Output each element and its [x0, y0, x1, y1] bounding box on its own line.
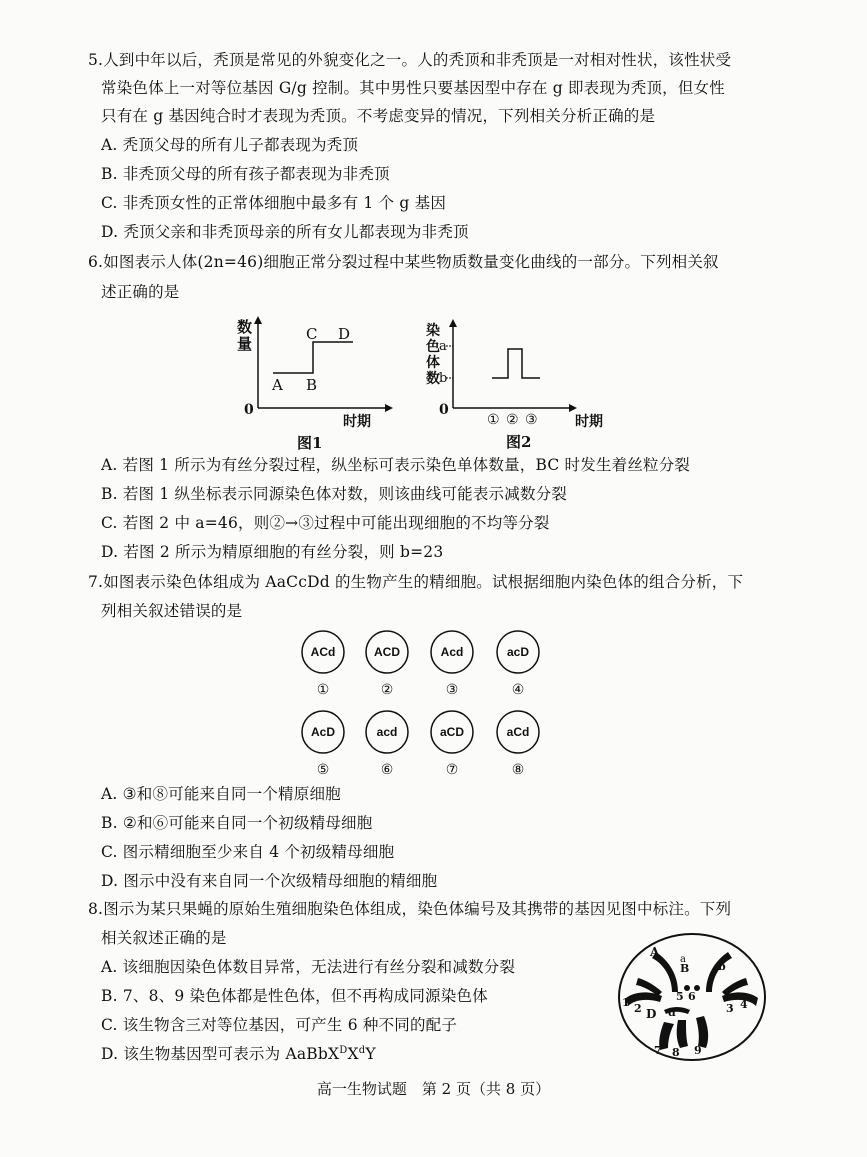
cell-7-number: ⑦ [445, 762, 459, 778]
fig1-x-axis-arrow [385, 404, 393, 412]
cell-8 [497, 711, 539, 778]
q7-option-c: C. 图示精细胞至少来自 4 个初级精母细胞 [101, 843, 395, 861]
q7-option-b: B. ②和⑥可能来自同一个初级精母细胞 [101, 814, 373, 832]
gene-label-a: a [680, 954, 686, 965]
q6-figure-2 [420, 315, 610, 457]
cell-4-number: ④ [511, 682, 525, 698]
fig1-ylabel-char-1: 数 [237, 318, 253, 336]
q8-option-d-mid: X [347, 1045, 359, 1063]
fig2-tick-3: ③ [525, 412, 538, 428]
q8-option-b: B. 7、8、9 染色体都是性色体，但不再构成同源染色体 [101, 987, 488, 1005]
cell-5-genes: AcD [310, 725, 336, 739]
cell-4 [497, 631, 539, 698]
fig2-caption: 图2 [506, 433, 532, 451]
q5-option-b: B. 非秃顶父母的所有孩子都表现为非秃顶 [101, 165, 390, 183]
cell-2-number: ② [380, 682, 394, 698]
fig2-ylabel-char-2: 色 [426, 339, 440, 355]
fig1-point-d: D [338, 325, 351, 343]
chromosome-number-7: 7 [654, 1044, 662, 1057]
q7-option-d: D. 图示中没有来自同一个次级精母细胞的精细胞 [101, 872, 438, 890]
fig1-xlabel: 时期 [343, 414, 371, 430]
q8-option-d [101, 1042, 376, 1064]
cell-6-genes: acd [376, 725, 398, 739]
cell-3-genes: Acd [440, 645, 464, 659]
cell-6-number: ⑥ [380, 762, 394, 778]
cell-8-number: ⑧ [511, 762, 525, 778]
chromosome-number-6: 6 [688, 990, 696, 1003]
cell-3-number: ③ [445, 682, 459, 698]
chromosome-8 [677, 1020, 688, 1048]
fig2-ylabel-char-3: 体 [426, 355, 440, 371]
fig1-ylabel-char-2: 量 [237, 335, 253, 353]
cell-5-number: ⑤ [316, 762, 330, 778]
page-footer: 高一生物试题 第 2 页（共 8 页） [316, 1080, 551, 1098]
fig1-y-axis-arrow [254, 316, 262, 324]
cell-7 [431, 711, 473, 778]
q8-option-d-end: Y [365, 1045, 376, 1063]
chromosome-number-1: 1 [622, 996, 630, 1009]
gene-label-A: A [650, 945, 660, 959]
fig1-curve [273, 342, 353, 373]
cell-1-number: ① [316, 682, 330, 698]
fig2-ylabel-char-4: 数 [426, 371, 440, 387]
fig1-caption: 图1 [297, 434, 323, 452]
cell-1-genes: ACd [310, 645, 336, 659]
fig1-point-a: A [272, 376, 283, 394]
q7-stem-line-2: 列相关叙述错误的是 [101, 602, 243, 620]
q8-option-c: C. 该生物含三对等位基因，可产生 6 种不同的配子 [101, 1016, 458, 1034]
q5-option-a: A. 秃顶父母的所有儿子都表现为秃顶 [101, 136, 359, 154]
gene-label-D: D [646, 1007, 657, 1021]
q6-stem-line-1: 6.如图表示人体(2n=46)细胞正常分裂过程中某些物质数量变化曲线的一部分。下列相关叙 [88, 253, 719, 271]
gene-label-d: d [668, 1006, 676, 1019]
fig2-tick-b: b [439, 371, 448, 386]
q6-stem-line-2: 述正确的是 [101, 283, 180, 301]
q8-option-d-sup-1: D [339, 1044, 348, 1056]
q7-stem-line-1: 7.如图表示染色体组成为 AaCcDd 的生物产生的精细胞。试根据细胞内染色体的组合分析，下 [88, 573, 744, 591]
chromosome-number-8: 8 [672, 1046, 680, 1059]
chromosome-number-9: 9 [694, 1044, 702, 1057]
q5-option-c: C. 非秃顶女性的正常体细胞中最多有 1 个 g 基因 [101, 194, 447, 212]
fig2-curve [492, 349, 540, 378]
chromosome-number-4: 4 [740, 998, 748, 1011]
fig2-tick-a: a [439, 339, 447, 354]
q7-sperm-cells-figure [290, 625, 550, 780]
fig2-ylabel-char-1: 染 [426, 323, 440, 339]
chromosome-number-5: 5 [676, 990, 684, 1003]
fig2-xlabel: 时期 [575, 414, 603, 430]
chromosome-number-2: 2 [634, 1002, 642, 1015]
gene-label-B: B [680, 962, 690, 975]
fig1-point-b: B [306, 376, 318, 394]
q5-stem-line-3: 只有在 g 基因纯合时才表现为秃顶。不考虑变异的情况，下列相关分析正确的是 [101, 107, 656, 125]
cell-3 [431, 631, 473, 698]
q5-option-d: D. 秃顶父亲和非秃顶母亲的所有女儿都表现为非秃顶 [101, 223, 469, 241]
q5-stem-line-2: 常染色体上一对等位基因 G/g 控制。其中男性只要基因型中存在 g 即表现为秃顶，但女性 [101, 79, 725, 97]
chromosome-left-3 [626, 992, 662, 1006]
fig2-origin: 0 [439, 402, 449, 418]
q8-fruitfly-cell-figure [612, 930, 772, 1065]
fig2-tick-1: ① [487, 412, 500, 428]
cell-6 [366, 711, 408, 778]
q8-option-a: A. 该细胞因染色体数目异常，无法进行有丝分裂和减数分裂 [101, 958, 516, 976]
q6-option-a: A. 若图 1 所示为有丝分裂过程，纵坐标可表示染色单体数量，BC 时发生着丝粒分裂 [101, 456, 691, 474]
q8-stem-line-1: 8.图示为某只果蝇的原始生殖细胞染色体组成，染色体编号及其携带的基因见图中标注。下列 [88, 900, 732, 918]
q6-option-b: B. 若图 1 纵坐标表示同源染色体对数，则该曲线可能表示减数分裂 [101, 485, 568, 503]
q6-option-c: C. 若图 2 中 a=46，则②→③过程中可能出现细胞的不均等分裂 [101, 514, 550, 532]
cell-4-genes: acD [506, 645, 530, 659]
cell-1 [302, 631, 344, 698]
q8-option-d-prefix: D. 该生物基因型可表示为 AaBbX [101, 1045, 340, 1063]
chromosome-number-3: 3 [726, 1002, 734, 1015]
cell-2-genes: ACD [374, 645, 400, 659]
q5-stem-line-1: 5.人到中年以后，秃顶是常见的外貌变化之一。人的秃顶和非秃顶是一对相对性状，该性状受 [88, 51, 732, 69]
q6-figure-1 [225, 312, 410, 457]
fig1-point-c: C [306, 325, 318, 343]
cell-7-genes: aCD [439, 725, 465, 739]
fig1-origin: 0 [244, 402, 254, 418]
cell-5 [302, 711, 344, 778]
q8-stem-line-2: 相关叙述正确的是 [101, 929, 227, 947]
q6-option-d: D. 若图 2 所示为精原细胞的有丝分裂，则 b=23 [101, 543, 444, 561]
q8-option-d-sup-2: d [358, 1044, 366, 1056]
fig2-tick-2: ② [506, 412, 519, 428]
cell-2 [366, 631, 408, 698]
q7-option-a: A. ③和⑧可能来自同一个精原细胞 [101, 785, 341, 803]
fig2-y-axis-arrow [449, 319, 457, 327]
gene-label-b: b [718, 960, 726, 973]
cell-8-genes: aCd [506, 725, 530, 739]
fig2-x-axis-arrow [569, 404, 577, 412]
